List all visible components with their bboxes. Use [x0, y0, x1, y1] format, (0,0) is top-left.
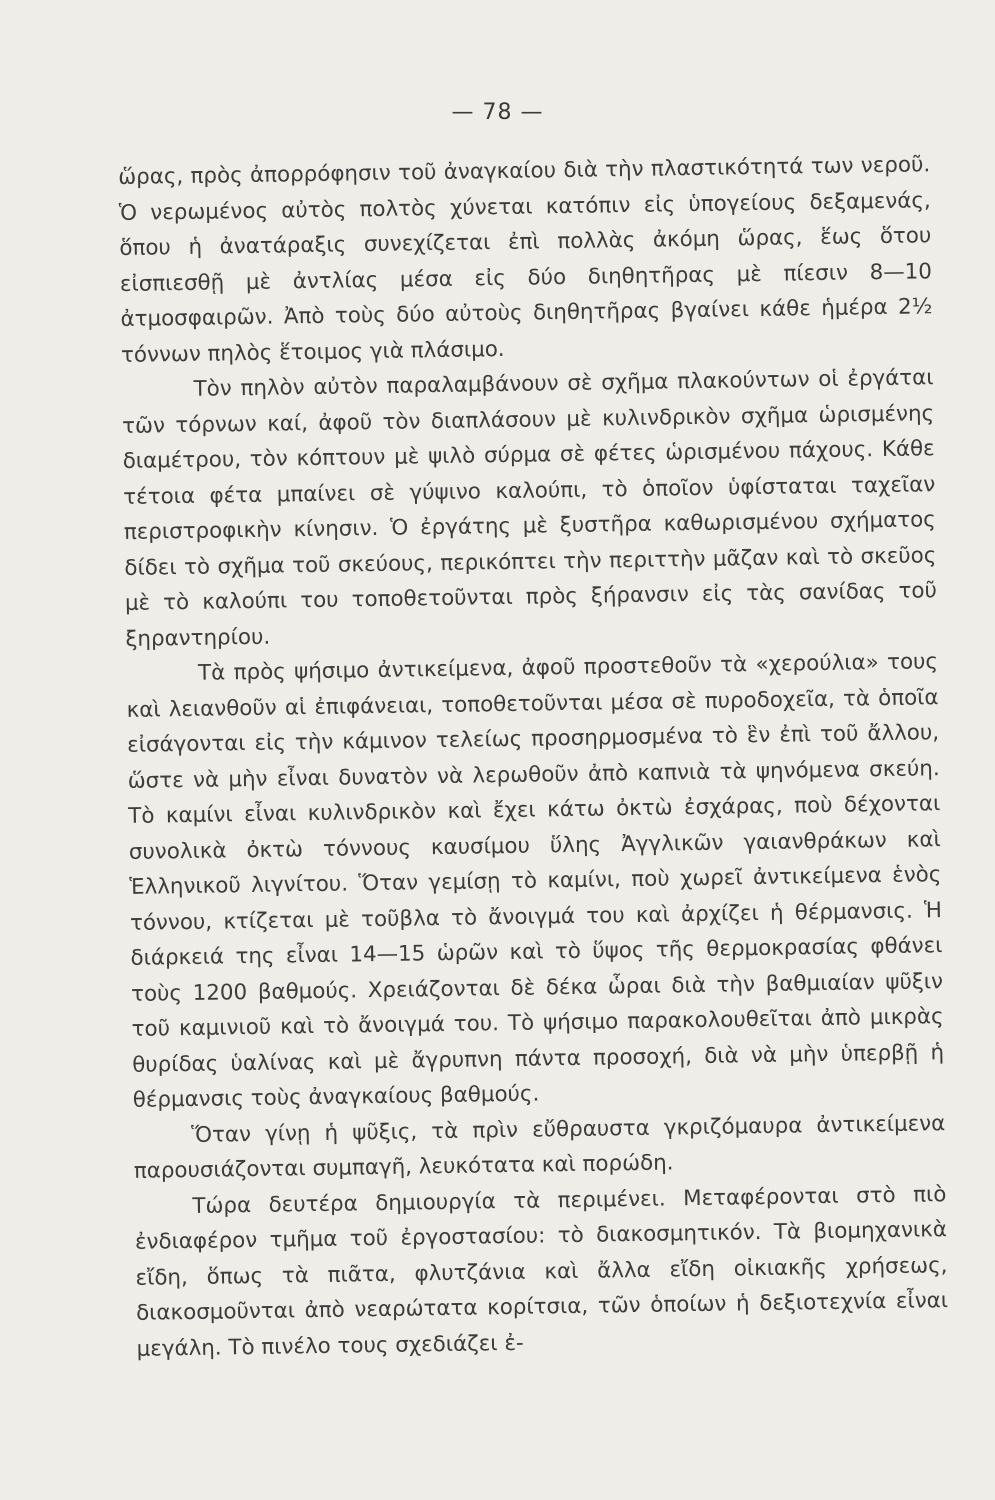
paragraph-4: Ὅταν γίνῃ ἡ ψῦξις, τὰ πρὶν εὔθραυστα γκριζόμαυρα ἀντικείμενα παρουσιάζονται συμπαγῆ, λευκότατα καὶ πορώδη. [133, 1110, 946, 1184]
page-number: — 78 — [451, 100, 544, 125]
paragraph-5: Τώρα δευτέρα δημιουργία τὰ περιμένει. Μεταφέρονται στὸ πιὸ ἐνδιαφέρον τμῆμα τοῦ ἐργοστασίου: τὸ διακοσμητικόν. Τὰ βιομηχανικὰ εἴδη, ὅπως τὰ πιᾶτα, φλυτζάνια καὶ ἄλλα εἴδη οἰκιακῆς χρήσεως, διακοσμοῦνται ἀπὸ νεαρώτατα κορίτσια, τῶν ὁποίων ἡ δεξιοτεχνία εἶναι μεγάλη. Τὸ πινέλο τους σχεδιάζει ἐ- [134, 1181, 949, 1362]
paragraph-2: Τὸν πηλὸν αὐτὸν παραλαμβάνουν σὲ σχῆμα πλακούντων οἱ ἐργάται τῶν τόρνων καί, ἀφοῦ τὸν διαπλάσουν μὲ κυλινδρικὸν σχῆμα ὡρισμένης διαμέτρου, τὸν κόπτουν μὲ ψιλὸ σύρμα σὲ φέτες ὡρισμένου πάχους. Κάθε τέτοια φέτα μπαίνει σὲ γύψινο καλούπι, τὸ ὁποῖον ὑφίσταται ταχεῖαν περιστροφικὴν κίνησιν. Ὁ ἐργάτης μὲ ξυστῆρα καθωρισμένου σχήματος δίδει τὸ σχῆμα τοῦ σκεύους, περικόπτει τὴν περιττὴν μᾶζαν καὶ τὸ σκεῦος μὲ τὸ καλούπι του τοποθετοῦνται πρὸς ξήρανσιν εἰς τὰς σανίδας τοῦ ξηραντηρίου. [121, 365, 938, 652]
body-text [118, 147, 949, 1367]
paragraph-1: ὥρας, πρὸς ἀπορρόφησιν τοῦ ἀναγκαίου διὰ τὴν πλαστικότητά των νεροῦ. Ὁ νερωμένος αὐτὸς πολτὸς χύνεται κατόπιν εἰς ὑπογείους δεξαμενάς, ὅπου ἡ ἀνατάραξις συνεχίζεται ἐπὶ πολλὰς ἀκόμη ὥρας, ἕως ὅτου εἰσπιεσθῇ μὲ ἀντλίας μέσα εἰς δύο διηθητῆρας μὲ πίεσιν 8—10 ἀτμοσφαιρῶν. Ἀπὸ τοὺς δύο αὐτοὺς διηθητῆρας βγαίνει κάθε ἡμέρα 2½ τόννων πηλὸς ἕτοιμος γιὰ πλάσιμο. [118, 152, 933, 368]
paragraph-3: Τὰ πρὸς ψήσιμο ἀντικείμενα, ἀφοῦ προστεθοῦν τὰ «χερούλια» τους καὶ λειανθοῦν αἱ ἐπιφάνειαι, τοποθετοῦνται μέσα σὲ πυροδοχεῖα, τὰ ὁποῖα εἰσάγονται εἰς τὴν κάμινον τελείως προσηρμοσμένα τὸ ἓν ἐπὶ τοῦ ἄλλου, ὥστε νὰ μὴν εἶναι δυνατὸν νὰ λερωθοῦν ἀπὸ καπνιὰ τὰ ψηνόμενα σκεύη. Τὸ καμίνι εἶναι κυλινδρικὸν καὶ ἔχει κάτω ὀκτὼ ἐσχάρας, ποὺ δέχονται συνολικὰ ὀκτὼ τόννους καυσίμου ὕλης Ἀγγλικῶν γαιανθράκων καὶ Ἑλληνικοῦ λιγνίτου. Ὅταν γεμίσῃ τὸ καμίνι, ποὺ χωρεῖ ἀντικείμενα ἑνὸς τόννου, κτίζεται μὲ τοῦβλα τὸ ἄνοιγμά του καὶ ἀρχίζει ἡ θέρμανσις. Ἡ διάρκειά της εἶναι 14—15 ὡρῶν καὶ τὸ ὕψος τῆς θερμοκρασίας φθάνει τοὺς 1200 βαθμούς. Χρειάζονται δὲ δέκα ὧραι διὰ τὴν βαθμιαίαν ψῦξιν τοῦ καμινιοῦ καὶ τὸ ἄνοιγμά του. Τὸ ψήσιμο παρακολουθεῖται ἀπὸ μικρὰς θυρίδας ὑαλίνας καὶ μὲ ἄγρυπνη πάντα προσοχή, διὰ νὰ μὴν ὑπερβῇ ἡ θέρμανσις τοὺς ἀναγκαίους βαθμούς. [126, 649, 945, 1113]
